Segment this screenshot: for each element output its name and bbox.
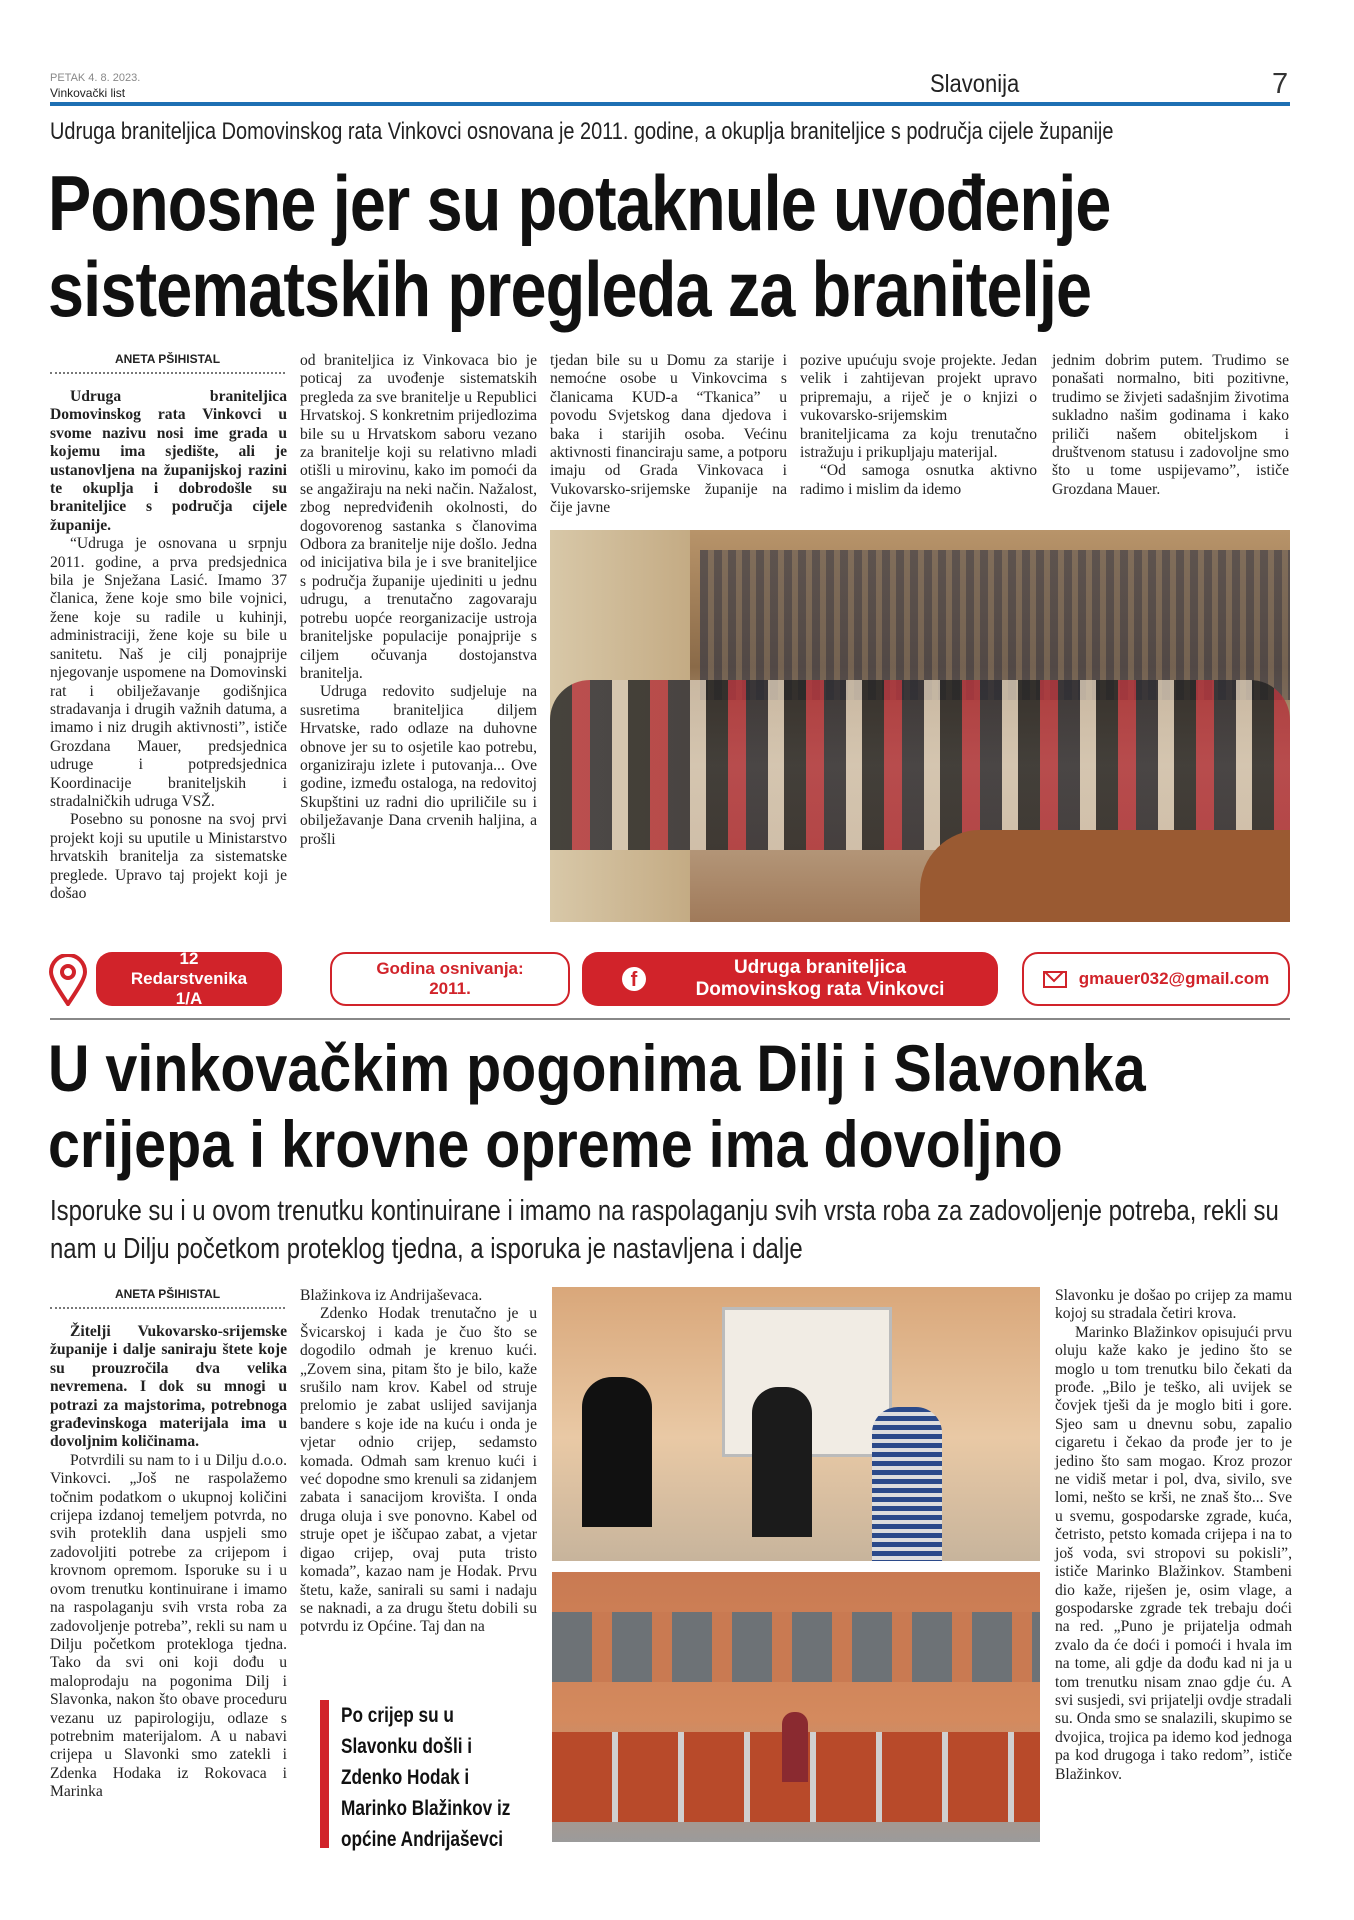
issue-date: PETAK 4. 8. 2023.	[50, 72, 141, 84]
address-badge	[96, 949, 282, 1008]
article2-headline	[48, 1030, 1353, 1182]
paragraph: “Udruga je osnovana u srpnju 2011. godine, a prva predsjednica bila je Snježana Lasić. Imamo 37 članica, žene koje smo bile vojnici, žene koje su radile u kuhinji, administraciji, žene koje su bile u sanitetu. Naš je cilj ponajprije njegovanje uspomene na Domovinski rat i obilježavanje godišnjica stradavanja i drugih važnih datuma, a imamo i niz drugih aktivnosti”, ističe Grozdana Mauer, predsjednica udruge i potpredsjednica Koordinacije braniteljskih i stradalničkih udruga VSŽ.	[50, 535, 287, 810]
paragraph: Marinko Blažinkov opisujući prvu oluju kaže kako je jedino što se moglo u tom trenutku bilo čekati da prođe. „Bilo je teško, ali uvijek se čovjek tješi da je moglo biti i gore. Sjeo sam u dnevnu sobu, zapalio cigaretu i čekao da prođe jer to je jedino što sam mogao. Kroz prozor ne vidiš metar i pol, dva, sivilo, sve lomi, nešto se krši, ne znaš što... Sve u svemu, gospodarske zgrade, kuća, četristo, petsto komada crijepa i na to još voda, svi stropovi su pokisli”, ističe Marinko Blažinkov. Stambeni dio kaže, riješen je, osim vlage, a gospodarske zgrade tek trebaju doći na red. „Puno je prijatelja odmah zvalo da će doći i pomoći i hvala im na tome, ali gdje da dođu kad ni ja u tom trenutku nisam znao gdje ću. A svi susjedi, svi prijatelji ovdje stradali su. Onda smo se snalazili, skupimo se dvojica, trojica pa idemo kod jednoga pa kod drugoga i tako redom”, ističe Blažinkov.	[1055, 1323, 1292, 1783]
article2-col1	[50, 1287, 287, 1802]
facebook-icon: f	[622, 967, 646, 991]
article1-col2	[300, 352, 537, 849]
paragraph: Blažinkova iz Andrijaševaca.	[300, 1287, 483, 1304]
paragraph: Slavonku je došao po crijep za mamu kojoj su stradala četiri krova.	[1055, 1287, 1292, 1323]
article1-col3	[550, 352, 787, 518]
byline: ANETA PŠIHISTAL	[50, 1287, 285, 1309]
article1-kicker: Udruga braniteljica Domovinskog rata Vinkovci osnovana je 2011. godine, a okuplja braniteljice s područja cijele županije	[50, 118, 1114, 145]
lead-paragraph: Udruga braniteljica Domovinskog rata Vinkovci u svome nazivu nosi ime grada u kojemu ima sjedište, ali je ustanovljena na županijskoj razini te okuplja i dobrodošle su braniteljice s područja cijele županije.	[50, 388, 287, 534]
pull-quote-line: Zdenko Hodak i	[341, 1766, 470, 1789]
founded-year: 2011.	[429, 979, 471, 998]
article1-headline-line2: sistematskih pregleda za branitelje	[48, 245, 1092, 333]
newspaper-name: Vinkovački list	[50, 86, 126, 100]
address-text: 12 Redarstvenika 1/A	[130, 949, 248, 1008]
paragraph: Potvrdili su nam to i u Dilju d.o.o. Vinkovci. „Još ne raspolažemo točnim podatkom o ukupnoj količini crijepa izdanoj temeljem potvrda, no svih proteklih dana uspjeli smo zadovoljiti potrebe za crijepom i krovnom opremom. Isporuke su i u ovom trenutku kontinuirane i imamo na raspolaganju svih vrsta roba za zadovoljenje potreba”, rekli su nam u Dilju početkom protekloga tjedna. Tako da svi oni koji dođu u maloprodaju na pogonima Dilj i Slavonka, nakon što obave proceduru vezanu uz papirologiju, odlaze s potrebnim materijalom. A u nabavi crijepa u Slavonki smo zatekli i Zdenka Hodaka iz Rokovaca i Marinka	[50, 1451, 287, 1801]
location-pin-icon	[48, 954, 88, 1006]
paragraph: Posebno su ponosne na svoj prvi projekt koji su uputile u Ministarstvo hrvatskih branitelja za sistematske preglede. Upravo taj projekt koji je došao	[50, 811, 287, 902]
paragraph: tjedan bile su u Domu za starije i nemoćne osobe u Vinkovcima s članicama KUD-a “Tkanica” u povodu Svjetskog dana djedova i baka i starijih osoba. Većinu aktivnosti financiraju same, a potporu imaju od Grada Vinkovaca i Vukovarsko-srijemske županije na čije javne	[550, 352, 787, 517]
paragraph: “Od samoga osnutka aktivno radimo i mislim da idemo	[800, 462, 1037, 498]
article1-col5	[1052, 352, 1289, 499]
article1-headline	[48, 160, 1293, 332]
section-divider	[50, 1018, 1290, 1020]
photo-roof-tiles-warehouse	[552, 1572, 1040, 1842]
header-rule	[50, 102, 1290, 106]
article2-headline-line1: U vinkovačkim pogonima Dilj i Slavonka	[48, 1031, 1146, 1105]
article1-col4	[800, 352, 1037, 499]
facebook-link[interactable]	[582, 952, 998, 1006]
pull-quote-line: Po crijep su u	[341, 1704, 454, 1727]
article2-col5	[1055, 1287, 1292, 1784]
paragraph: Udruga redovito sudjeluje na susretima braniteljica diljem Hrvatske, rado odlaze na duhovne obnove jer su to osjetile kao potrebu, organiziraju izlete i putovanja... Ove godine, između ostaloga, na redovitoj Skupštini uz radni dio upriličile su i obilježavanje Dana crvenih haljina, a prošli	[300, 683, 537, 848]
pull-quote-line: Slavonku došli i	[341, 1735, 473, 1758]
email-link[interactable]	[1022, 952, 1290, 1006]
paragraph: Zdenko Hodak trenutačno je u Švicarskoj i kada je čuo što se dogodilo odmah je krenuo kući. „Zovem sina, pitam što je bilo, kaže srušilo nam krov. Kabel od struje prelomio je zabat uslijed savijanja bandere s koje ide na kuću i onda je vjetar odnio crijep, sedamsto komada. Odmah sam krenuo kući i već dopodne smo krenuli sa zidanjem zabata i sanacijom krovišta. I onda druga oluja i sve ponovno. Kabel od struje opet je iščupao zabat, a vjetar digao crijep, ovaj puta tristo komada”, kazao nam je Hodak. Prvu štetu, kaže, sanirali su sami i nadaju se naknadi, a za drugu štetu dobili su potvrdu iz Općine. Taj dan na	[300, 1305, 537, 1636]
email-address: gmauer032@gmail.com	[1078, 969, 1270, 988]
founded-label: Godina osnivanja:	[376, 959, 524, 978]
facebook-page-name: Udruga braniteljica Domovinskog rata Vinkovci	[695, 957, 945, 1000]
section-title: Slavonija	[930, 70, 1020, 98]
group-photo-braniteljice	[550, 530, 1290, 922]
article1-col1	[50, 352, 287, 903]
pull-quote	[320, 1700, 540, 1851]
photo-sales-window	[552, 1287, 1040, 1561]
email-icon	[1043, 971, 1067, 988]
founded-badge	[330, 952, 570, 1006]
byline: ANETA PŠIHISTAL	[50, 352, 285, 374]
article2-dek: Isporuke su i u ovom trenutku kontinuirane i imamo na raspolaganju svih vrsta roba za zadovoljenje potreba, rekli su nam u Dilju početkom proteklog tjedna, a isporuka je nastavljena i dalje	[50, 1195, 1279, 1265]
paragraph: jednim dobrim putem. Trudimo se ponašati normalno, biti pozitivne, trudimo se živjeti sadašnjim životima sukladno našim godinama i kako priliči našem obiteljskom i društvenom statusu i zadovoljne smo što u tome uspijevamo”, ističe Grozdana Mauer.	[1052, 352, 1289, 498]
lead-paragraph: Žitelji Vukovarsko-srijemske županije i dalje saniraju štete koje su prouzročila dva velika nevremena. I dok su mnogi u potrazi za majstorima, potrebnoga građevinskoga materijala ima u dovoljnim količinama.	[50, 1323, 287, 1451]
pull-quote-line: općine Andrijaševci	[341, 1828, 504, 1851]
article2-col2	[300, 1287, 537, 1637]
paragraph: od braniteljica iz Vinkovaca bio je poticaj za uvođenje sistematskih pregleda za sve branitelje u Republici Hrvatskoj. S konkretnim prijedlozima bile su u Hrvatskom saboru vezano za branitelje koji su relativno mladi otišli u mirovinu, kako im pomoći da se angažiraju na neki način. Nažalost, zbog nepredviđenih okolnosti, do dogovorenog sastanka s članovima Odbora za branitelje nije došlo. Jedna od inicijativa bila je i sve braniteljice s područja županije ujediniti u jednu udrugu, a trenutačno zagovaraju potrebu uopće reorganizacije ustroja braniteljske populacije ponajprije s ciljem očuvanja dostojanstva branitelja.	[300, 352, 537, 682]
paragraph: pozive upućuju svoje projekte. Jedan velik i zahtijevan projekt upravo pripremaju, a riječ je o knjizi o vukovarsko-srijemskim braniteljicama za koju trenutačno istražuju i prikupljaju materijal.	[800, 352, 1037, 462]
article2-headline-line2: crijepa i krovne opreme ima dovoljno	[48, 1107, 1063, 1181]
pull-quote-line: Marinko Blažinkov iz	[341, 1797, 511, 1820]
article1-headline-line1: Ponosne jer su potaknule uvođenje	[48, 159, 1111, 247]
page-number: 7	[1272, 68, 1289, 100]
